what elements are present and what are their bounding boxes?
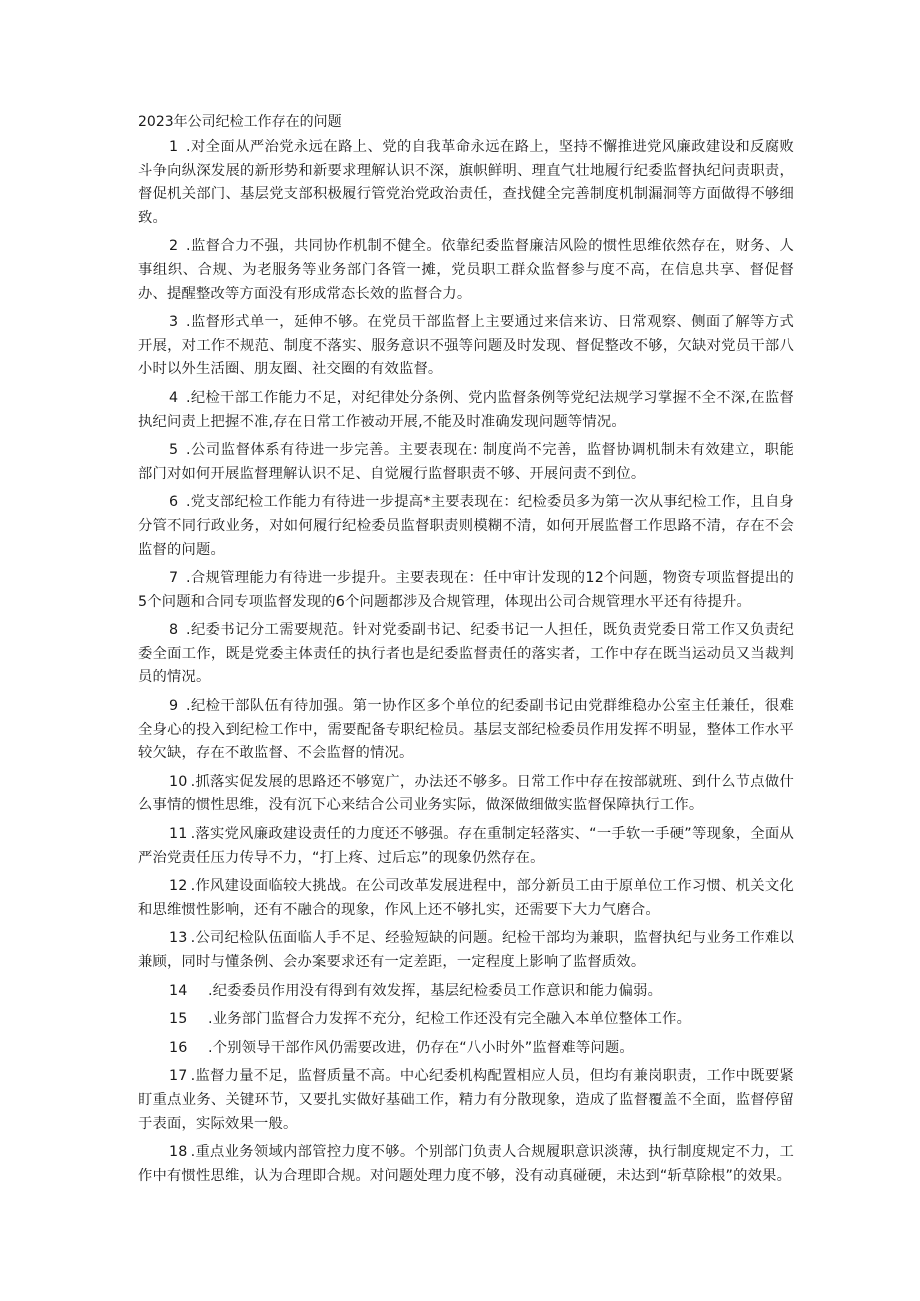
list-item xyxy=(138,1141,794,1188)
item-number: 5 xyxy=(169,442,179,459)
item-number: 1 xyxy=(169,139,179,155)
list-item xyxy=(138,695,794,766)
item-text: .公司监督体系有待进一步完善。主要表现在: 制度尚不完善，监督协调机制未有效建立，职能部门对如何开展监督理解认识不足、自觉履行监督职责不够、开展问责不到位。 xyxy=(138,442,794,482)
item-number: 6 xyxy=(169,494,179,511)
item-text: .纪检干部队伍有待加强。第一协作区多个单位的纪委副书记由党群维稳办公室主任兼任，很难全身心的投入到纪检工作中，需要配备专职纪检员。基层支部纪检委员作用发挥不明显，整体工作水平较欠缺，存在不敢监督、不会监督的情况。 xyxy=(138,698,794,762)
item-text: .纪检干部工作能力不足，对纪律处分条例、党内监督条例等党纪法规学习掌握不全不深,在监督执纪问责上把握不准,存在日常工作被动开展,不能及时准确发现问题等情况。 xyxy=(138,389,794,430)
list-item xyxy=(138,235,794,306)
item-text: .抓落实促发展的思路还不够宽广，办法还不够多。日常工作中存在按部就班、到什么节点做什么事情的惯性思维，没有沉下心来结合公司业务实际，做深做细做实监督保障执行工作。 xyxy=(138,773,794,814)
item-text: .业务部门监督合力发挥不充分，纪检工作还没有完全融入本单位整体工作。 xyxy=(208,1011,692,1028)
item-text: .党支部纪检工作能力有待进一步提高*主要表现在：纪检委员多为第一次从事纪检工作，且自身分管不同行政业务，对如何履行纪检委员监督职责则模糊不清，如何开展监督工作思路不清，存在不会监督的问题。 xyxy=(138,494,794,558)
item-text: .纪委书记分工需要规范。针对党委副书记、纪委书记一人担任，既负责党委日常工作又负责纪委全面工作，既是党委主体责任的执行者也是纪委监督责任的落实者，工作中存在既当运动员又当裁判员的情况。 xyxy=(138,622,794,686)
item-number: 18 xyxy=(169,1144,188,1161)
item-text: .重点业务领域内部管控力度不够。个别部门负责人合规履职意识淡薄，执行制度规定不力，工作中有惯性思维，认为合理即合规。对问题处理力度不够，没有动真碰硬，未达到“斩草除根”的效果。 xyxy=(138,1144,794,1184)
item-text: .监督合力不强，共同协作机制不健全。依靠纪委监督廉洁风险的惯性思维依然存在，财务、人事组织、合规、为老服务等业务部门各管一摊，党员职工群众监督参与度不高，在信息共享、督促督办、提醒整改等方面没有形成常态长效的监督合力。 xyxy=(138,238,794,302)
item-text: .落实党风廉政建设责任的力度还不够强。存在重制定轻落实、“一手软一手硬”等现象，全面从严治党责任压力传导不力，“打上疼、过后忘”的现象仍然存在。 xyxy=(138,826,794,866)
item-number: 9 xyxy=(169,698,179,715)
item-text: .监督形式单一，延伸不够。在党员干部监督上主要通过来信来访、日常观察、侧面了解等方式开展，对工作不规范、制度不落实、服务意识不强等问题及时发现、督促整改不够，欠缺对党员干部八小时以外生活圈、朋友圈、社交圈的有效监督。 xyxy=(138,314,794,378)
document-title: 2023年公司纪检工作存在的问题 xyxy=(138,114,342,130)
item-number: 14 xyxy=(169,982,188,999)
item-number: 8 xyxy=(169,622,179,639)
list-item xyxy=(138,619,794,690)
list-item xyxy=(138,311,794,382)
list-item xyxy=(138,823,794,870)
list-item xyxy=(138,1008,794,1032)
list-item xyxy=(138,439,794,486)
item-number: 7 xyxy=(169,570,179,587)
list-item xyxy=(138,136,794,230)
list-item xyxy=(138,927,794,974)
list-item xyxy=(138,1065,794,1136)
item-number: 4 xyxy=(169,389,179,406)
item-text: .对全面从严治党永远在路上、党的自我革命永远在路上，坚持不懈推进党风廉政建设和反腐败斗争向纵深发展的新形势和新要求理解认识不深，旗帜鲜明、理直气壮地履行纪委监督执纪问责职责，督促机关部门、基层党支部积极履行管党治党政治责任，查找健全完善制度机制漏洞等方面做得不够细致。 xyxy=(138,139,794,226)
item-number: 13 xyxy=(169,930,188,947)
list-item xyxy=(138,875,794,922)
item-text: .作风建设面临较大挑战。在公司改革发展进程中，部分新员工由于原单位工作习惯、机关文化和思维惯性影响，还有不融合的现象，作风上还不够扎实，还需要下大力气磨合。 xyxy=(138,878,794,918)
list-item xyxy=(138,980,794,1004)
document-page xyxy=(138,110,794,1193)
issue-list xyxy=(138,136,794,1188)
item-number: 16 xyxy=(169,1039,188,1056)
list-item xyxy=(138,1037,794,1061)
list-item xyxy=(138,771,794,818)
item-number: 10 xyxy=(169,773,188,790)
item-number: 12 xyxy=(169,878,188,895)
item-text: .合规管理能力有待进一步提升。主要表现在：任中审计发现的12个问题，物资专项监督提出的5个问题和合同专项监督发现的6个问题都涉及合规管理，体现出公司合规管理水平还有待提升。 xyxy=(138,570,794,610)
item-number: 2 xyxy=(169,238,179,255)
list-item xyxy=(138,387,794,434)
list-item xyxy=(138,491,794,562)
item-text: .监督力量不足，监督质量不高。中心纪委机构配置相应人员，但均有兼岗职责，工作中既要紧盯重点业务、关键环节，又要扎实做好基础工作，精力有分散现象，造成了监督覆盖不全面，监督停留于表面，实际效果一般。 xyxy=(138,1068,794,1132)
item-number: 17 xyxy=(169,1068,188,1085)
item-text: .个别领导干部作风仍需要改进，仍存在“八小时外”监督难等问题。 xyxy=(208,1039,634,1056)
item-number: 3 xyxy=(169,314,179,331)
item-number: 11 xyxy=(169,826,188,843)
item-text: .公司纪检队伍面临人手不足、经验短缺的问题。纪检干部均为兼职，监督执纪与业务工作难以兼顾，同时与懂条例、会办案要求还有一定差距，一定程度上影响了监督质效。 xyxy=(138,930,794,970)
item-text: .纪委委员作用没有得到有效发挥，基层纪检委员工作意识和能力偏弱。 xyxy=(208,982,663,999)
list-item xyxy=(138,567,794,614)
item-number: 15 xyxy=(169,1011,188,1028)
